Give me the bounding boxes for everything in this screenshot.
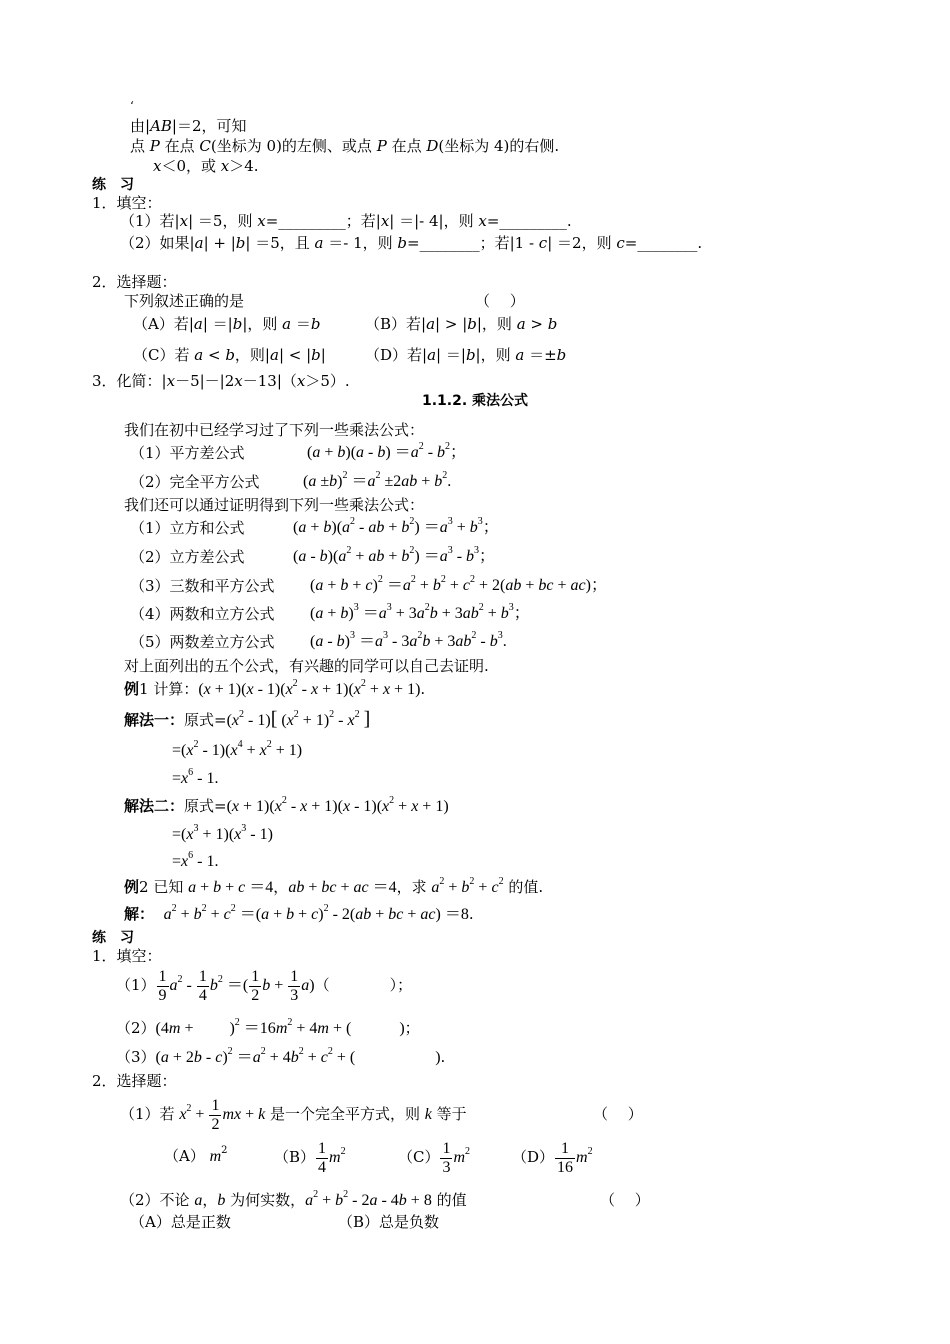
practice2-q2-2-paren: （ ） <box>600 1191 650 1209</box>
practice2-q2-1-paren: （ ） <box>593 1105 643 1123</box>
formula-g3-name: （3）三数和平方公式 <box>130 577 275 595</box>
formula-g4-name: （4）两数和立方公式 <box>130 605 275 623</box>
fraction-1-4: $\frac{1}{4}$ <box>198 968 207 1004</box>
formulas-intro-2: 我们还可以通过证明得到下列一些乘法公式： <box>124 496 425 514</box>
practice1-q1-1: （1）若|x| ＝5，则 x=_________；若|x| ＝|- 4|，则 x=_________. <box>120 212 572 230</box>
fraction-1-16: $\frac{1}{16}$ <box>557 1140 574 1176</box>
practice-title-1: 练 习 <box>92 177 134 193</box>
example-2-sol-label: 解： <box>124 905 155 923</box>
example-1-label: 例 <box>124 680 140 698</box>
example-1-sol1-l2: $=(x^2 - 1)(x^4 + x^2 + 1)$ <box>172 739 303 759</box>
example-1-sol1-l3: $=x^6 - 1$. <box>172 767 219 787</box>
practice1-q2-option-A: （A）若|a| ＝|b|，则 a ＝b <box>133 315 321 333</box>
example-1-sol2-l2: $=(x^3 + 1)(x^3 - 1)$ <box>172 823 273 843</box>
practice1-q3: 3．化简：|x－5|－|2x－13|（x＞5）. <box>92 372 350 390</box>
formula-g5-name: （5）两数差立方公式 <box>130 633 275 651</box>
fraction-1-3-b: $\frac{1}{3}$ <box>442 1140 451 1176</box>
practice1-q1-label: 1．填空： <box>92 194 162 212</box>
example-2-solution: 解： $a^2 + b^2 + c^2 =(a + b + c)^2 - 2(ab$ + bc + ac) ＝8. <box>124 903 474 923</box>
practice2-q2-2: （2）不论 a，b 为何实数，$a^2 + b^2 - 2a - 4b + 8$ 的值 <box>120 1189 467 1209</box>
practice2-q2-1-option-D: （D） $\frac{1}{16}$ $m^2$ <box>512 1140 593 1176</box>
fraction-1-4-b: $\frac{1}{4}$ <box>318 1140 327 1176</box>
example-1: 例1 计算：$(x + 1)(x - 1)(x^2 - x + 1)(x^2 + x + 1)$. <box>124 678 426 698</box>
fraction-1-3: $\frac{1}{3}$ <box>290 968 299 1004</box>
formula-1-name <box>130 443 245 463</box>
example-1-sol2-l3: $=x^6 - 1$. <box>172 850 219 870</box>
practice2-q2-1-option-C: （C） $\frac{1}{3}$ $m^2$ <box>398 1140 471 1176</box>
practice1-q1-2: （2）如果|a| + |b| ＝5，且 a ＝- 1，则 b=________；若|1 - c| ＝2，则 c=________. <box>120 234 703 252</box>
example-1-sol2-label: 解法二： <box>124 797 185 815</box>
fraction-1-2: $\frac{1}{2}$ <box>251 968 260 1004</box>
practice2-q2-1-option-A: （A） $m^2$ <box>164 1145 228 1165</box>
formula-2: $(a \pm b)^2 =a^2 \pm 2ab + b^2$. <box>303 470 452 490</box>
example-1-sol1-label: 解法一： <box>124 711 185 729</box>
practice2-q1-3: $(3)(a + 2b - c)^2 =a^2 + 4b^2 + c^2$ + ( ). <box>116 1046 446 1066</box>
formula-g5: $(a - b)^3 =a^3 - 3a^2b + 3ab^2 - b^3$. <box>310 630 507 650</box>
section-title: 1.1.2. 乘法公式 <box>422 393 529 409</box>
intro-line-2: 点 P 在点 C(坐标为 0)的左侧、或点 P 在点 D(坐标为 4)的右侧. <box>130 137 560 155</box>
practice2-q2-label: 2．选择题： <box>92 1072 177 1090</box>
fraction-1-9: $\frac{1}{9}$ <box>158 968 167 1004</box>
practice1-q2-option-C: （C）若 a < b，则|a| < |b| <box>133 346 326 364</box>
practice1-q2-label: 2．选择题： <box>92 273 177 291</box>
formula-2-name: （2）完全平方公式 <box>130 473 260 491</box>
practice2-q2-1-option-B: （B） $\frac{1}{4}$ $m^2$ <box>274 1140 346 1176</box>
practice2-q1-2: （2）(4m + )$^2 =16m^2 + 4m$ + ( )； <box>116 1017 420 1037</box>
formula-g1-name: （1）立方和公式 <box>130 519 245 537</box>
practice2-q1-label: 1．填空： <box>92 947 162 965</box>
formulas-intro-1: 我们在初中已经学习过了下列一些乘法公式： <box>124 421 425 439</box>
top-mark: ‘ <box>130 99 134 113</box>
practice-title-2: 练 习 <box>92 930 134 946</box>
example-1-sol2-l1: 解法二：原式$=(x + 1)(x^2 - x + 1)(x - 1)(x^2 + x + 1)$ <box>124 795 449 815</box>
formula-g1: $(a + b)(a^2$ - ab + $b^2) =a^3 + b^3$； <box>293 516 499 536</box>
practice2-q2-2-option-A: （A）总是正数 <box>130 1213 231 1231</box>
formula-g4: $(a + b)^3 =a^3 + 3a^2b + 3ab^2 + b^3$； <box>310 602 530 622</box>
intro-line-3: x＜0，或 x＞4. <box>153 157 259 175</box>
example-2-label: 例 <box>124 878 140 896</box>
formulas-outro: 对上面列出的五个公式，有兴趣的同学可以自己去证明. <box>124 657 489 675</box>
intro-line-1: 由|AB|＝2，可知 <box>130 117 247 135</box>
example-1-sol1-l1: 解法一：原式$=(x^2 - 1)$[ $(x^2 + 1)^2 - x^2$ ] <box>124 708 371 730</box>
formula-g2-name: （2）立方差公式 <box>130 548 245 566</box>
formula-1-label: （1）平方差公式 <box>130 444 245 462</box>
practice1-q2-option-B: （B）若|a| > |b|，则 a > b <box>365 315 558 333</box>
example-2-num: 2 <box>139 878 149 896</box>
formula-g2: $(a - b)(a^2$ + ab + $b^2) =a^3 - b^3$； <box>293 545 496 565</box>
practice2-q2-2-option-B: （B）总是负数 <box>338 1213 440 1231</box>
practice1-q2-stem: 下列叙述正确的是 <box>124 292 245 310</box>
example-1-num: 1 <box>139 680 149 698</box>
example-2: 例2 已知 a + b + c ＝4，ab + bc + ac ＝4，求 $a^2 + b^2 + c^2$ 的值. <box>124 876 544 896</box>
practice1-q2-paren: （ ） <box>475 292 525 310</box>
formula-g3: $(a + b + c)^2 =a^2 + b^2 + c^2 + 2(ab$ + bc + ac)； <box>310 574 607 594</box>
fraction-1-2-b: $\frac{1}{2}$ <box>211 1097 220 1133</box>
practice2-q1-1: （1） $\frac{1}{9}$ $a^2$ - $\frac{1}{4}$ $b^2$ ＝( $\frac{1}{2}$ b + $\frac{1}{3}$ a)（ ）； <box>116 968 413 1004</box>
practice1-q2-option-D: （D）若|a| ＝|b|，则 a ＝±b <box>365 346 567 364</box>
formula-1: $(a + b)(a - b) =a^2 - b^2$； <box>307 441 467 461</box>
practice2-q2-1: （1）若 $x^2$ + $\frac{1}{2}$ mx + k 是一个完全平方式，则 k 等于 <box>120 1097 467 1133</box>
